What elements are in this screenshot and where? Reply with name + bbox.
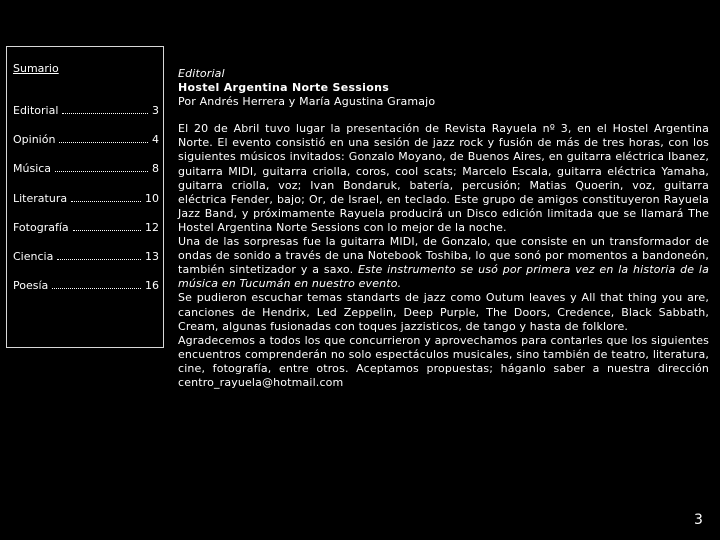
- toc-leader-dots: [57, 250, 141, 260]
- paragraph: [178, 235, 709, 291]
- toc-item-ciencia[interactable]: [13, 250, 159, 264]
- paragraph: Agradecemos a todos los que concurrieron y aprovechamos para contarles que los siguientes encuentros comprenderán no solo espectáculos musicales, sino también de teatro, literatura, cine, fotografía, entre otros. Aceptamos propuestas; háganlo saber a nuestra dirección centro_rayuela@hotmail.com: [178, 333, 709, 389]
- toc-item-page: 3: [152, 104, 159, 117]
- toc-item-fotografia[interactable]: [13, 221, 159, 235]
- toc-item-label: Literatura: [13, 192, 68, 205]
- toc-item-page: 10: [145, 192, 159, 205]
- toc-leader-dots: [62, 104, 148, 114]
- page-number: 3: [694, 512, 703, 528]
- toc-item-page: 4: [152, 133, 159, 146]
- toc-item-page: 12: [145, 221, 159, 234]
- toc-item-page: 16: [145, 279, 159, 292]
- toc-item-label: Música: [13, 162, 52, 175]
- toc-heading: Sumario: [13, 62, 59, 75]
- paragraph: Se pudieron escuchar temas standarts de jazz como Outum leaves y All that thing you are, canciones de Hendrix, Led Zeppelin, Deep Purple, The Doors, Credence, Black Sabbath, Cream, algunas fusionadas con toques jazzisticos, de tango y hasta de folklore.: [178, 291, 709, 333]
- toc-item-opinion[interactable]: [13, 133, 159, 147]
- toc-item-editorial[interactable]: [13, 104, 159, 118]
- toc-item-label: Poesía: [13, 279, 49, 292]
- table-of-contents: [6, 46, 164, 348]
- article-body: [178, 122, 709, 390]
- toc-leader-dots: [71, 192, 141, 202]
- toc-leader-dots: [59, 133, 148, 143]
- article: [178, 67, 709, 390]
- article-title: Hostel Argentina Norte Sessions: [178, 81, 390, 95]
- toc-item-label: Opinión: [13, 133, 56, 146]
- toc-leader-dots: [73, 221, 141, 231]
- toc-item-musica[interactable]: [13, 162, 159, 176]
- paragraph-text: Una de las sorpresas fue la guitarra MIDI, de Gonzalo, que consiste en un transformador de ondas de sonido a través de una Notebook Toshiba, lo que sonó por momentos a bandoneón, también sintetizador y a saxo.: [178, 235, 709, 277]
- toc-item-label: Editorial: [13, 104, 59, 117]
- paragraph: El 20 de Abril tuvo lugar la presentación de Revista Rayuela nº 3, en el Hostel Argentina Norte. El evento consistió en una sesión de jazz rock y fusión de más de tres horas, con los siguientes músicos invitados: Gonzalo Moyano, de Buenos Aires, en guitarra eléctrica Ibanez, guitarra MIDI, guitarra criolla, coros, cool scats; Marcelo Escala, guitarra eléctrica Yamaha, guitarra criolla, voz; Ivan Bondaruk, batería, percusión; Matias Quoerin, voz, guitarra eléctrica Fender, bajo; Or, de Israel, en teclado. Este grupo de amigos constituyeron Rayuela Jazz Band, y próximamente Rayuela producirá un Disco edición limitada que se llamará The Hostel Argentina Norte Sessions con lo mejor de la noche.: [178, 122, 709, 234]
- article-byline: Por Andrés Herrera y María Agustina Gramajo: [178, 95, 436, 109]
- paragraph-emphasis: Este instrumento se usó por primera vez en la historia de la música en Tucumán en nuestro evento.: [178, 263, 709, 291]
- toc-leader-dots: [55, 162, 148, 172]
- toc-item-page: 8: [152, 162, 159, 175]
- toc-item-page: 13: [145, 250, 159, 263]
- section-label: Editorial: [178, 67, 225, 80]
- toc-item-label: Ciencia: [13, 250, 54, 263]
- toc-item-literatura[interactable]: [13, 192, 159, 206]
- toc-leader-dots: [52, 279, 141, 289]
- toc-item-label: Fotografía: [13, 221, 69, 234]
- toc-item-poesia[interactable]: [13, 279, 159, 293]
